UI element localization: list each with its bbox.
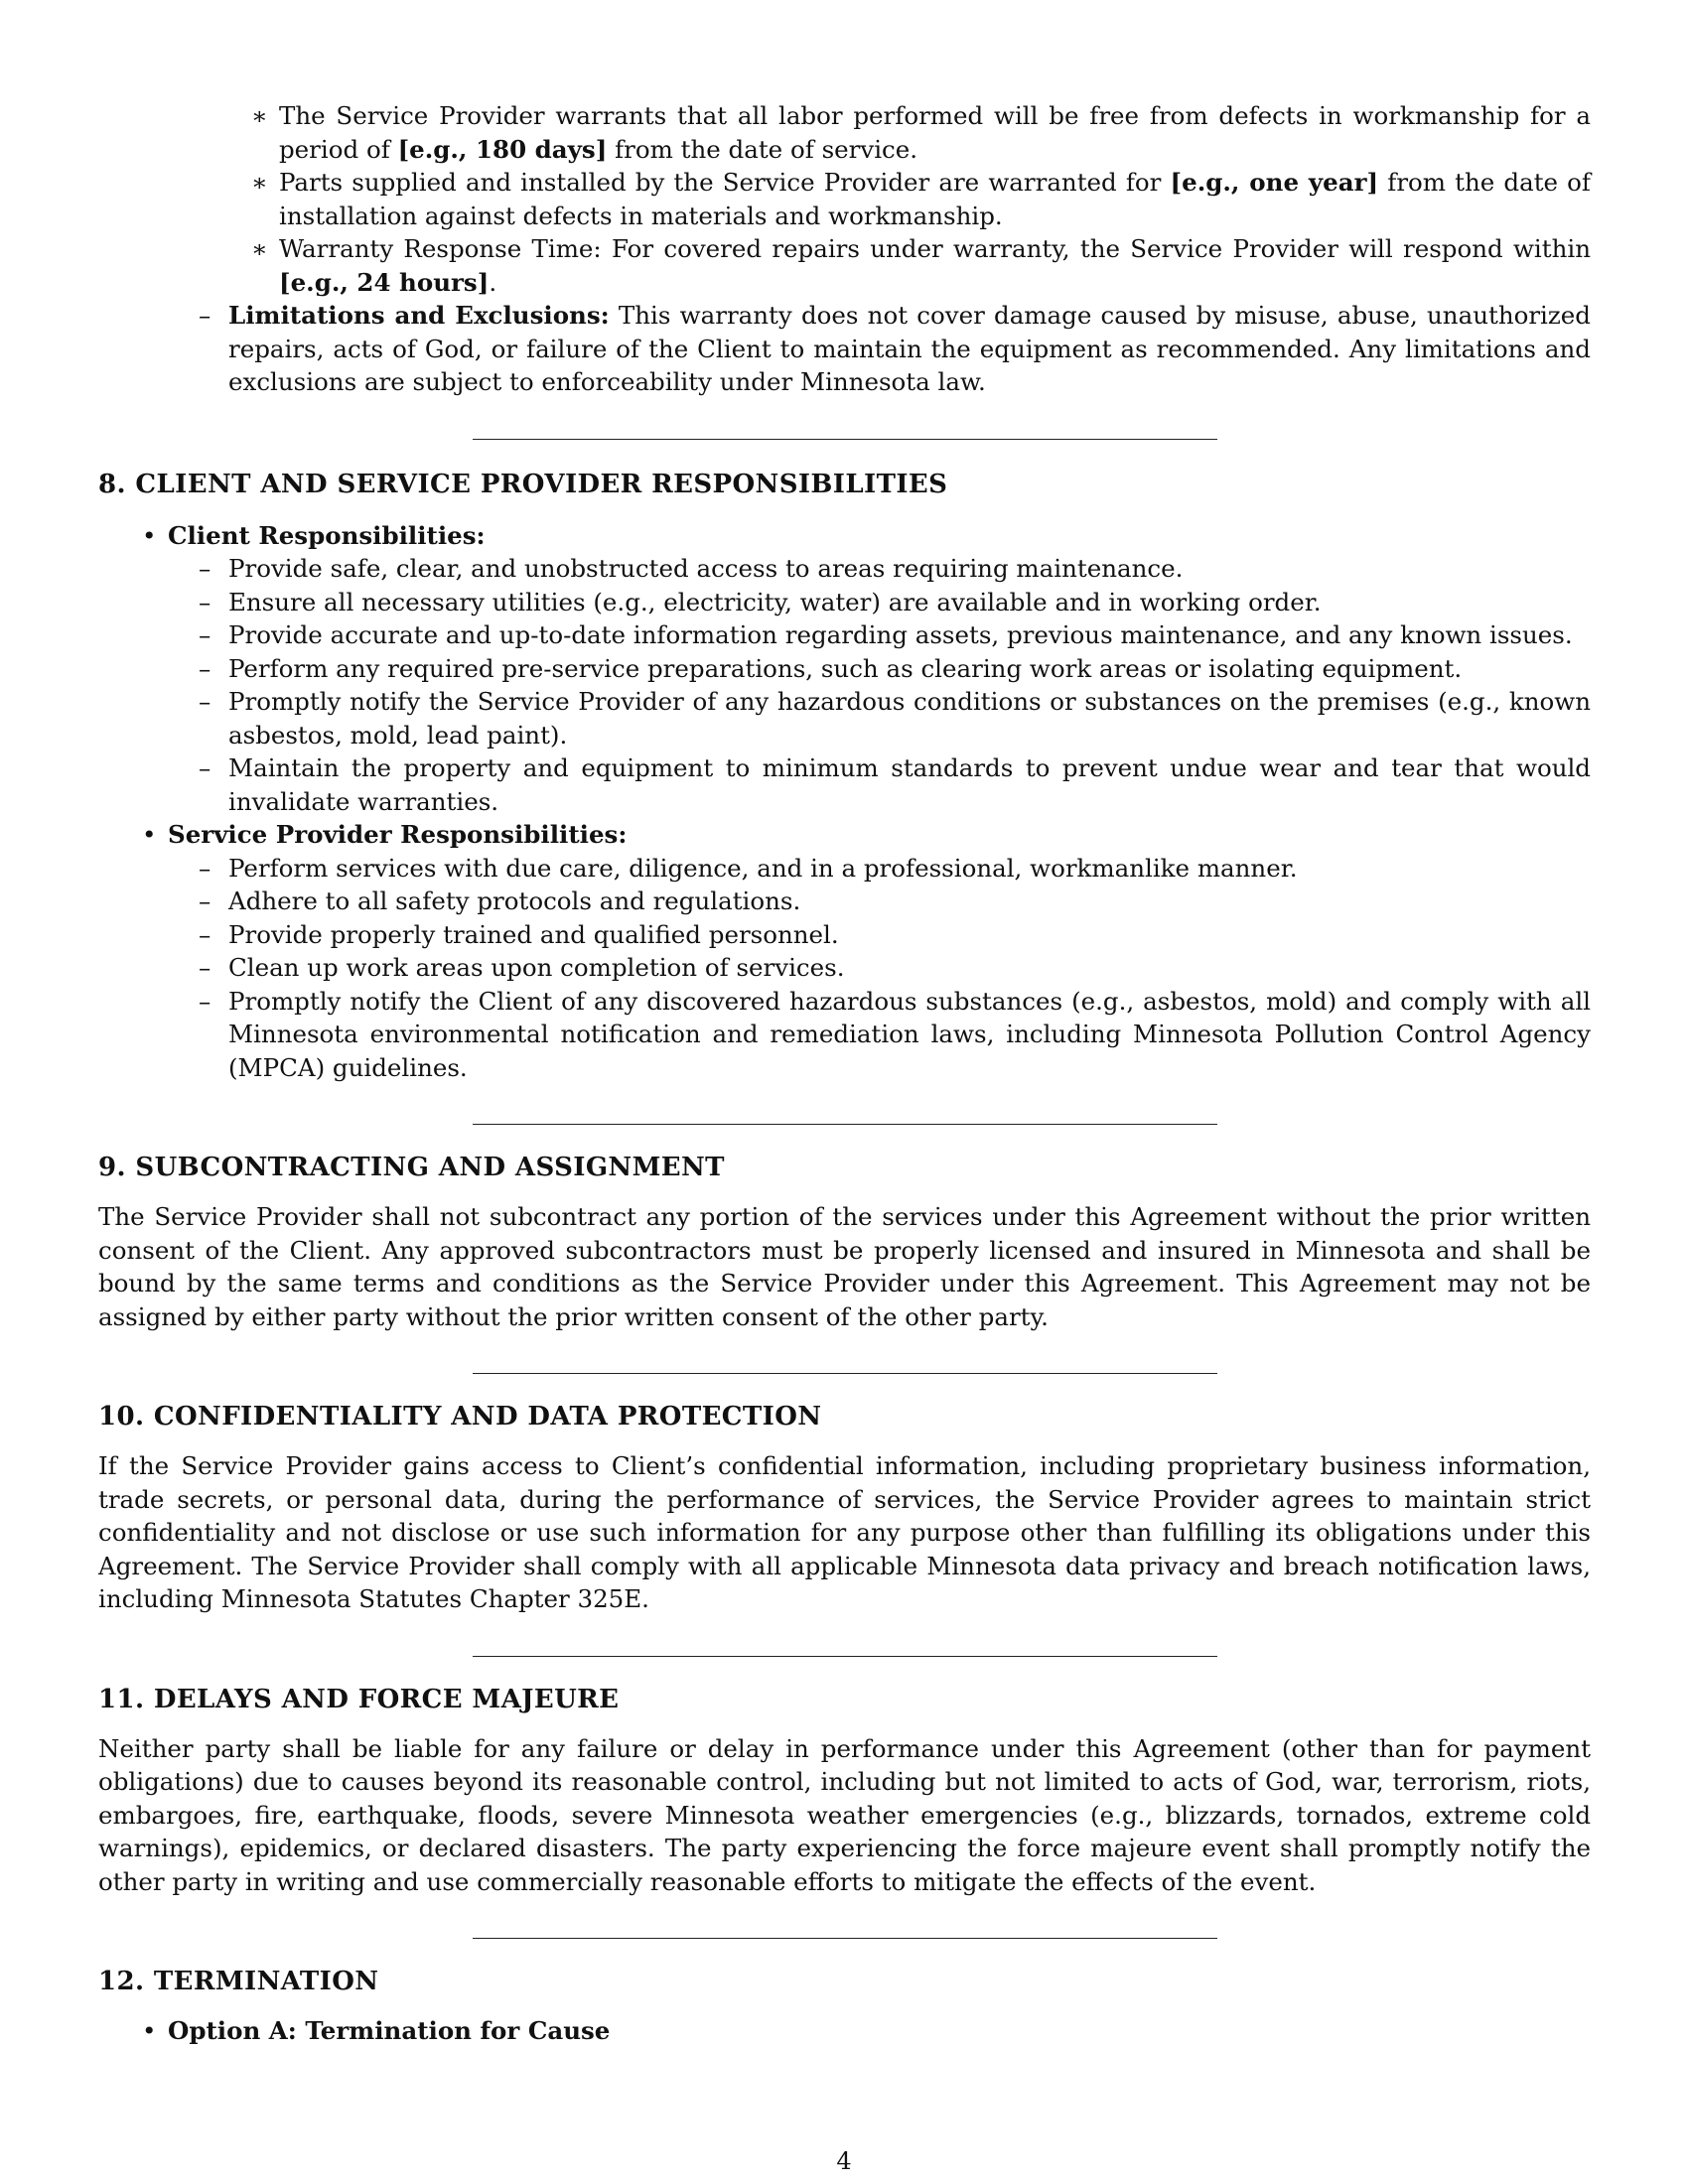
- list-item: – Adhere to all safety protocols and regulations.: [228, 885, 1591, 918]
- section-divider: [473, 1938, 1217, 1939]
- section-12-heading: 12. TERMINATION: [98, 1967, 379, 1996]
- section-10-heading: 10. CONFIDENTIALITY AND DATA PROTECTION: [98, 1402, 822, 1432]
- list-item: – Provide accurate and up-to-date information regarding assets, previous maintenance, and any known issues.: [228, 618, 1591, 652]
- section-8-heading: 8. CLIENT AND SERVICE PROVIDER RESPONSIBILITIES: [98, 469, 948, 499]
- warranty-terms-list: [279, 99, 1591, 299]
- option-a-item: • Option A: Termination for Cause: [168, 2014, 1591, 2048]
- section-divider: [473, 1373, 1217, 1374]
- list-item: – Perform services with due care, diligence, and in a professional, workmanlike manner.: [228, 852, 1591, 886]
- limitations-list: [228, 299, 1591, 399]
- list-item: – Promptly notify the Client of any discovered hazardous substances (e.g., asbestos, mold) and comply with all Minnesota environmental notification and remediation laws, including Minnesota Pollution Control Agency (MPCA) guidelines.: [228, 985, 1591, 1085]
- provider-responsibilities: • Service Provider Responsibilities: – Perform services with due care, diligence, and in a professional, workmanlike manner. – Adhere to all safety protocols and regulations. – Provide properly trained and qualified personnel. – Clean up work areas upon completion of services. – Promptly notify the Client of any discovered hazardous substances (e.g., asbestos, mold) and comply with all Minnesota environmental notification and remediation laws, including Minnesota Pollution Control Agency (MPCA) guidelines.: [168, 818, 1591, 1084]
- responsibilities-list: [168, 519, 1591, 1085]
- client-responsibilities-list: [228, 552, 1591, 818]
- list-item: ∗ The Service Provider warrants that all labor performed will be free from defects in workmanship for a period of [e.g., 180 days] from the date of service.: [279, 99, 1591, 166]
- termination-options-list: [168, 2014, 1591, 2048]
- list-item: – Clean up work areas upon completion of services.: [228, 951, 1591, 985]
- provider-responsibilities-list: [228, 852, 1591, 1085]
- section-divider: [473, 439, 1217, 440]
- section-11-body: Neither party shall be liable for any failure or delay in performance under this Agreement (other than for payment obligations) due to causes beyond its reasonable control, including but not limited to acts of God, war, terrorism, riots, embargoes, fire, earthquake, floods, severe Minnesota weather emergencies (e.g., blizzards, tornados, extreme cold warnings), epidemics, or declared disasters. The party experiencing the force majeure event shall promptly notify the other party in writing and use commercially reasonable efforts to mitigate the effects of the event.: [98, 1733, 1591, 1896]
- section-9-heading: 9. SUBCONTRACTING AND ASSIGNMENT: [98, 1153, 725, 1182]
- document-page: [98, 99, 1591, 2048]
- section-divider: [473, 1124, 1217, 1125]
- limitations-item: – Limitations and Exclusions: This warranty does not cover damage caused by misuse, abuse, unauthorized repairs, acts of God, or failure of the Client to maintain the equipment as recommended. Any limitations and exclusions are subject to enforceability under Minnesota law.: [228, 299, 1591, 399]
- list-item: ∗ Warranty Response Time: For covered repairs under warranty, the Service Provider will respond within [e.g., 24 hours].: [279, 232, 1591, 299]
- section-divider: [473, 1656, 1217, 1657]
- list-item: – Ensure all necessary utilities (e.g., electricity, water) are available and in working order.: [228, 586, 1591, 619]
- list-item: – Perform any required pre-service preparations, such as clearing work areas or isolating equipment.: [228, 652, 1591, 686]
- section-11-heading: 11. DELAYS AND FORCE MAJEURE: [98, 1684, 620, 1714]
- page-number: 4: [836, 2147, 852, 2175]
- section-10-body: If the Service Provider gains access to Client’s confidential information, including proprietary business information, trade secrets, or personal data, during the performance of services, the Service Provider agrees to maintain strict confidentiality and not disclose or use such information for any purpose other than fulfilling its obligations under this Agreement. The Service Provider shall comply with all applicable Minnesota data privacy and breach notification laws, including Minnesota Statutes Chapter 325E.: [98, 1451, 1591, 1613]
- list-item: ∗ Parts supplied and installed by the Service Provider are warranted for [e.g., one year] from the date of installation against defects in materials and workmanship.: [279, 166, 1591, 232]
- section-9-body: The Service Provider shall not subcontract any portion of the services under this Agreement without the prior written consent of the Client. Any approved subcontractors must be properly licensed and insured in Minnesota and shall be bound by the same terms and conditions as the Service Provider under this Agreement. This Agreement may not be assigned by either party without the prior written consent of the other party.: [98, 1202, 1591, 1331]
- client-responsibilities: • Client Responsibilities: – Provide safe, clear, and unobstructed access to areas requiring maintenance. – Ensure all necessary utilities (e.g., electricity, water) are available and in working order. – Provide accurate and up-to-date information regarding assets, previous maintenance, and any known issues. – Perform any required pre-service preparations, such as clearing work areas or isolating equipment. – Promptly notify the Service Provider of any hazardous conditions or substances on the premises (e.g., known asbestos, mold, lead paint). – Maintain the property and equipment to minimum standards to prevent undue wear and tear that would invalidate warranties.: [168, 519, 1591, 819]
- list-item: – Provide safe, clear, and unobstructed access to areas requiring maintenance.: [228, 552, 1591, 586]
- list-item: – Promptly notify the Service Provider of any hazardous conditions or substances on the premises (e.g., known asbestos, mold, lead paint).: [228, 685, 1591, 751]
- list-item: – Provide properly trained and qualified personnel.: [228, 918, 1591, 952]
- list-item: – Maintain the property and equipment to minimum standards to prevent undue wear and tear that would invalidate warranties.: [228, 751, 1591, 818]
